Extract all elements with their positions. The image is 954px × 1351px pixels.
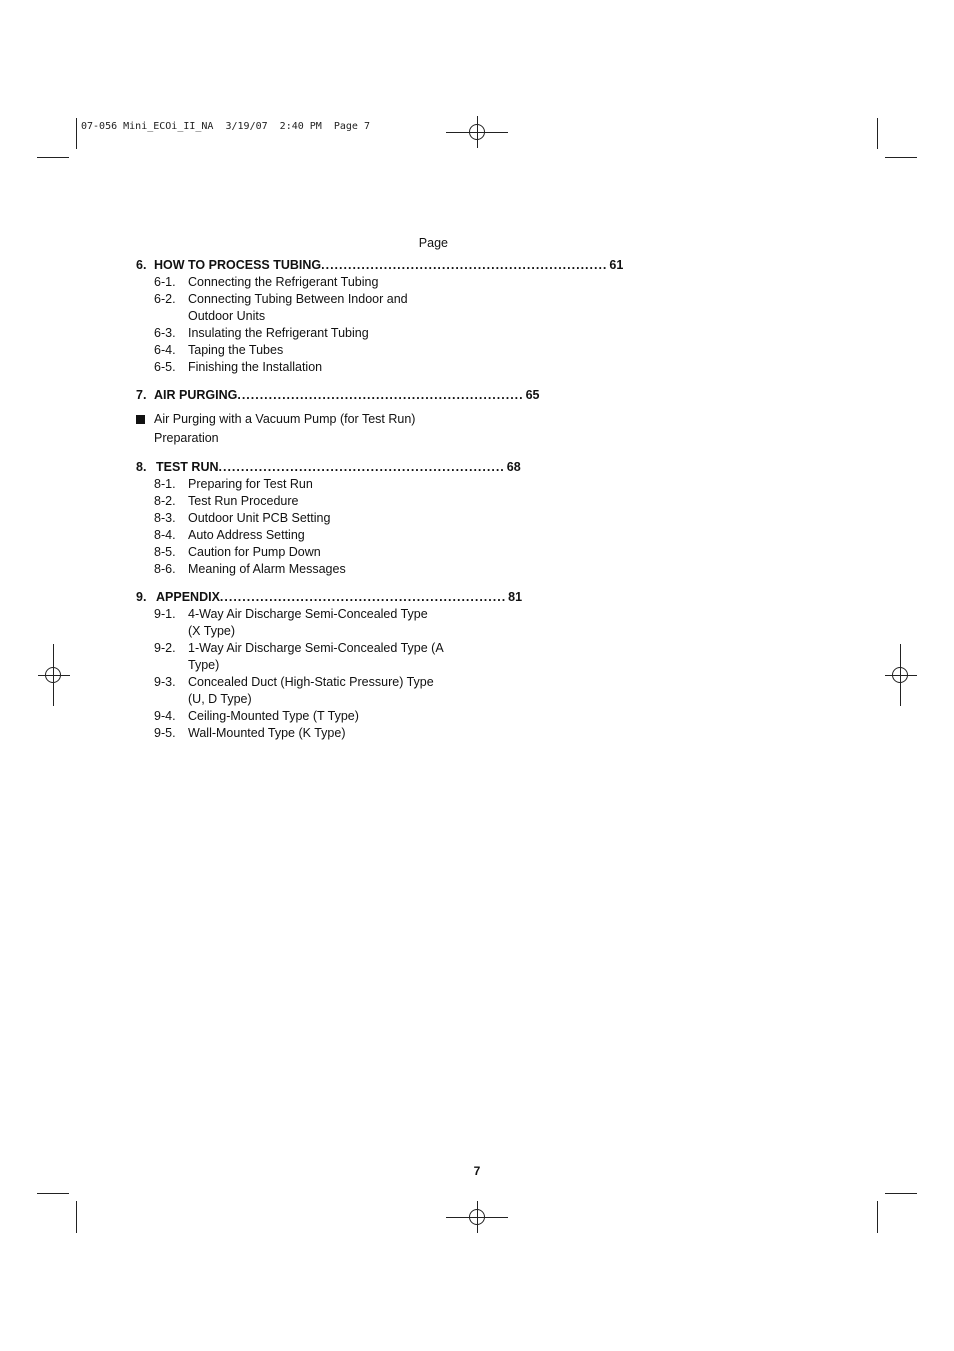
section-title: HOW TO PROCESS TUBING: [154, 258, 322, 272]
section-page: 65: [525, 388, 540, 402]
dot-leader: ................................................................: [321, 258, 608, 272]
crop-mark: [37, 157, 69, 158]
item-text: Air Purging with a Vacuum Pump (for Test Run) Preparation: [154, 412, 416, 445]
section-title-row: [136, 589, 523, 606]
item-number: 9-2.: [154, 641, 176, 655]
toc-item: [136, 493, 448, 510]
item-text: Connecting the Refrigerant Tubing: [188, 275, 379, 289]
crop-mark: [37, 1193, 69, 1194]
item-text: Auto Address Setting: [188, 528, 305, 542]
dot-leader: ................................................................: [219, 590, 507, 604]
toc-item: [136, 274, 448, 291]
toc-item: [136, 674, 448, 708]
square-bullet-icon: [136, 410, 154, 429]
toc-section-9: [136, 589, 523, 742]
item-text: Ceiling-Mounted Type (T Type): [188, 709, 359, 723]
section-title: APPENDIX: [156, 590, 220, 604]
toc-bullet-item: [136, 410, 448, 448]
item-text: Connecting Tubing Between Indoor and Outdoor Units: [188, 292, 408, 323]
crop-mark: [76, 1201, 77, 1233]
item-number: 6-3.: [154, 326, 176, 340]
toc-section-7: [136, 387, 540, 448]
item-number: 6-2.: [154, 292, 176, 306]
item-number: 9-5.: [154, 726, 176, 740]
item-number: 6-1.: [154, 275, 176, 289]
item-text: Caution for Pump Down: [188, 545, 321, 559]
item-number: 8-1.: [154, 477, 176, 491]
registration-circle-icon: [892, 667, 908, 683]
toc-item: [136, 606, 448, 640]
toc-item: [136, 544, 448, 561]
item-text: 1-Way Air Discharge Semi-Concealed Type (A Type): [188, 641, 443, 672]
toc-item: [136, 342, 448, 359]
item-text: 4-Way Air Discharge Semi-Concealed Type (X Type): [188, 607, 428, 638]
toc-item: [136, 527, 448, 544]
item-number: 8-4.: [154, 528, 176, 542]
toc-item: [136, 291, 448, 325]
item-number: 8-6.: [154, 562, 176, 576]
section-number: 8.: [136, 460, 147, 474]
item-text: Finishing the Installation: [188, 360, 323, 374]
item-text: Insulating the Refrigerant Tubing: [188, 326, 369, 340]
item-number: 8-5.: [154, 545, 176, 559]
crop-mark: [885, 157, 917, 158]
item-number: 8-2.: [154, 494, 176, 508]
section-number: 6.: [136, 258, 147, 272]
page-number: 7: [473, 1164, 481, 1178]
registration-circle-icon: [469, 1209, 485, 1225]
item-number: 6-5.: [154, 360, 176, 374]
toc-item: [136, 725, 448, 742]
crop-mark: [877, 118, 878, 149]
section-title-row: [136, 257, 624, 274]
toc-section-8: [136, 459, 521, 578]
registration-circle-icon: [469, 124, 485, 140]
toc-item: [136, 359, 448, 376]
section-title: AIR PURGING: [154, 388, 238, 402]
item-number: 6-4.: [154, 343, 176, 357]
dot-leader: ................................................................: [237, 388, 524, 402]
item-text: Taping the Tubes: [188, 343, 284, 357]
toc-section-6: [136, 257, 624, 376]
section-title-row: [136, 459, 521, 476]
crop-mark: [877, 1201, 878, 1233]
print-slug: 07-056 Mini_ECOi_II_NA 3/19/07 2:40 PM Page 7: [81, 121, 370, 132]
section-number: 7.: [136, 388, 147, 402]
section-page: 61: [609, 258, 624, 272]
section-number: 9.: [136, 590, 147, 604]
page-column-label: Page: [418, 236, 448, 250]
toc-item: [136, 708, 448, 725]
item-text: Concealed Duct (High-Static Pressure) Type (U, D Type): [188, 675, 434, 706]
toc-item: [136, 510, 448, 527]
item-number: 9-4.: [154, 709, 176, 723]
item-text: Test Run Procedure: [188, 494, 299, 508]
dot-leader: ................................................................: [218, 460, 505, 474]
toc-item: [136, 640, 448, 674]
item-number: 9-1.: [154, 607, 176, 621]
item-text: Outdoor Unit PCB Setting: [188, 511, 331, 525]
toc-item: [136, 476, 448, 493]
crop-mark: [76, 118, 77, 149]
item-text: Preparing for Test Run: [188, 477, 313, 491]
item-text: Meaning of Alarm Messages: [188, 562, 346, 576]
item-number: 8-3.: [154, 511, 176, 525]
section-page: 68: [506, 460, 521, 474]
registration-circle-icon: [45, 667, 61, 683]
section-page: 81: [508, 590, 523, 604]
item-text: Wall-Mounted Type (K Type): [188, 726, 346, 740]
crop-mark: [885, 1193, 917, 1194]
section-title: TEST RUN: [156, 460, 219, 474]
section-title-row: [136, 387, 540, 404]
toc-item: [136, 325, 448, 342]
item-number: 9-3.: [154, 675, 176, 689]
toc-item: [136, 561, 448, 578]
table-of-contents: [136, 235, 624, 753]
